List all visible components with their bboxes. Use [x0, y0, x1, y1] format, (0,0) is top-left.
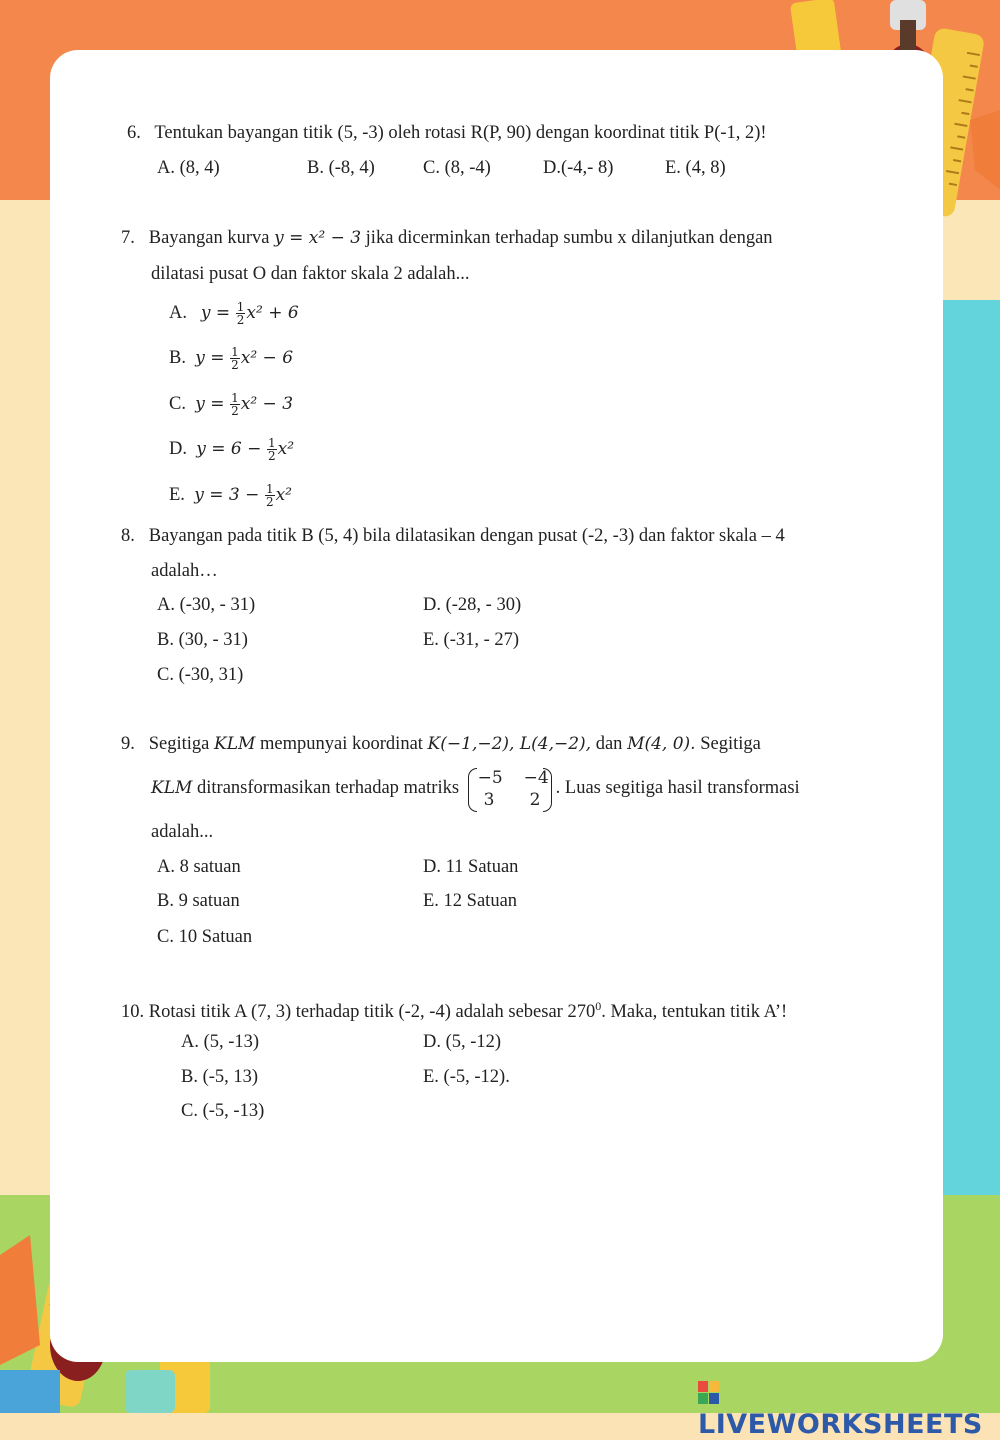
option-letter: D. [169, 438, 187, 459]
logo-text: LIVEWORKSHEETS [698, 1409, 983, 1440]
equation-lhs: y = 6 − [196, 438, 262, 459]
liveworksheets-logo[interactable] [698, 1378, 1000, 1440]
option-a[interactable]: A. (8, 4) [157, 158, 220, 178]
equation-lhs: y = [195, 393, 225, 414]
transformation-matrix [468, 768, 552, 810]
option-e[interactable]: E. 12 Satuan [423, 891, 518, 911]
triangle-name: KLM [151, 778, 193, 798]
question-9-line2 [151, 766, 800, 810]
fraction: $\frac{1}{2}$ [231, 345, 239, 372]
equation-rest: x² − 3 [240, 393, 294, 414]
option-e[interactable]: E. (-31, - 27) [423, 630, 520, 650]
option-e[interactable] [169, 483, 292, 508]
question-text: Segitiga [700, 734, 761, 754]
matrix-cell: 2 [529, 789, 541, 810]
matrix-cell: 3 [483, 789, 495, 810]
question-text: jika dicerminkan terhadap sumbu x dilanjutkan dengan [365, 228, 773, 248]
fraction: $\frac{1}{2}$ [231, 391, 239, 418]
option-b[interactable]: B. (-8, 4) [307, 158, 375, 178]
option-c[interactable]: C. (8, -4) [423, 158, 491, 178]
option-d[interactable]: D. (5, -12) [423, 1032, 502, 1052]
equation-lhs: y = 3 − [194, 484, 260, 505]
question-text-line2: adalah… [151, 561, 218, 581]
question-6-prompt [127, 122, 767, 144]
question-text: dan [595, 734, 623, 754]
option-b[interactable]: B. 9 satuan [157, 891, 240, 911]
question-text: Segitiga [148, 734, 210, 754]
question-9-prompt [121, 733, 761, 755]
question-text: Bayangan pada titik B (5, 4) bila dilatasikan dengan pusat (-2, -3) dan faktor skala – 4 [148, 526, 785, 546]
equation-rest: x² [277, 438, 295, 459]
option-d[interactable]: D.(-4,- 8) [543, 158, 614, 178]
equation-rest: x² [275, 484, 292, 505]
equation-rest: x² − 6 [240, 347, 294, 368]
triangle-name: KLM [214, 734, 256, 754]
fraction: $\frac{1}{2}$ [268, 436, 276, 463]
question-text: . Luas segitiga hasil transformasi [555, 778, 800, 798]
question-number: 7. [121, 228, 135, 248]
question-text: Rotasi titik A (7, 3) terhadap titik (-2, -4) adalah sebesar 270 [148, 1002, 596, 1023]
fraction: $\frac{1}{2}$ [265, 482, 274, 509]
option-d[interactable]: D. 11 Satuan [423, 857, 519, 877]
option-c[interactable]: C. (-5, -13) [181, 1101, 265, 1121]
option-c[interactable]: C. (-30, 31) [157, 665, 244, 685]
curve-equation: y = x² − 3 [274, 228, 362, 248]
question-10-prompt [121, 995, 787, 1023]
coordinates: K(−1,−2), L(4,−2), [427, 734, 592, 754]
matrix-cell: −5 [477, 767, 503, 788]
option-a[interactable]: A. 8 satuan [157, 857, 241, 877]
question-text: mempunyai koordinat [260, 734, 423, 754]
option-c[interactable] [169, 392, 293, 417]
question-text-line2: dilatasi pusat O dan faktor skala 2 adalah... [151, 264, 470, 284]
option-b[interactable]: B. (-5, 13) [181, 1067, 259, 1087]
question-text-line3: adalah... [151, 822, 214, 842]
option-d[interactable]: D. (-28, - 30) [423, 595, 522, 615]
option-letter: C. [169, 393, 186, 414]
option-b[interactable]: B. (30, - 31) [157, 630, 248, 650]
fraction: $\frac{1}{2}$ [236, 300, 245, 327]
degree-superscript: 0 [595, 999, 602, 1013]
question-text: . Maka, tentukan titik A’! [601, 1002, 788, 1023]
option-a[interactable]: A. (5, -13) [181, 1032, 260, 1052]
matrix-cell: −4 [523, 767, 549, 788]
equation-lhs: y = [195, 347, 225, 368]
equation-rest: x² + 6 [246, 302, 299, 323]
option-e[interactable]: E. (-5, -12). [423, 1067, 510, 1087]
equation-lhs: y = [200, 302, 231, 323]
option-c[interactable]: C. 10 Satuan [157, 927, 253, 947]
question-number: 8. [121, 526, 135, 546]
question-text: Tentukan bayangan titik (5, -3) oleh rotasi R(P, 90) dengan koordinat titik P(-1, 2)! [154, 123, 767, 143]
question-number: 9. [121, 734, 135, 754]
option-letter: B. [169, 347, 186, 368]
question-text: ditransformasikan terhadap matriks [197, 778, 460, 798]
option-letter: E. [169, 484, 185, 505]
question-number: 10. [121, 1002, 145, 1023]
logo-icon [698, 1381, 720, 1405]
option-a[interactable] [169, 301, 299, 326]
option-a[interactable]: A. (-30, - 31) [157, 595, 256, 615]
question-8-prompt [121, 525, 785, 547]
question-7-prompt [121, 227, 773, 249]
option-letter: A. [169, 302, 187, 323]
coordinate-m: M(4, 0). [627, 734, 696, 754]
question-text: Bayangan kurva [148, 228, 270, 248]
option-e[interactable]: E. (4, 8) [665, 158, 726, 178]
question-number: 6. [127, 123, 141, 143]
option-b[interactable] [169, 346, 293, 371]
option-d[interactable] [169, 437, 294, 462]
